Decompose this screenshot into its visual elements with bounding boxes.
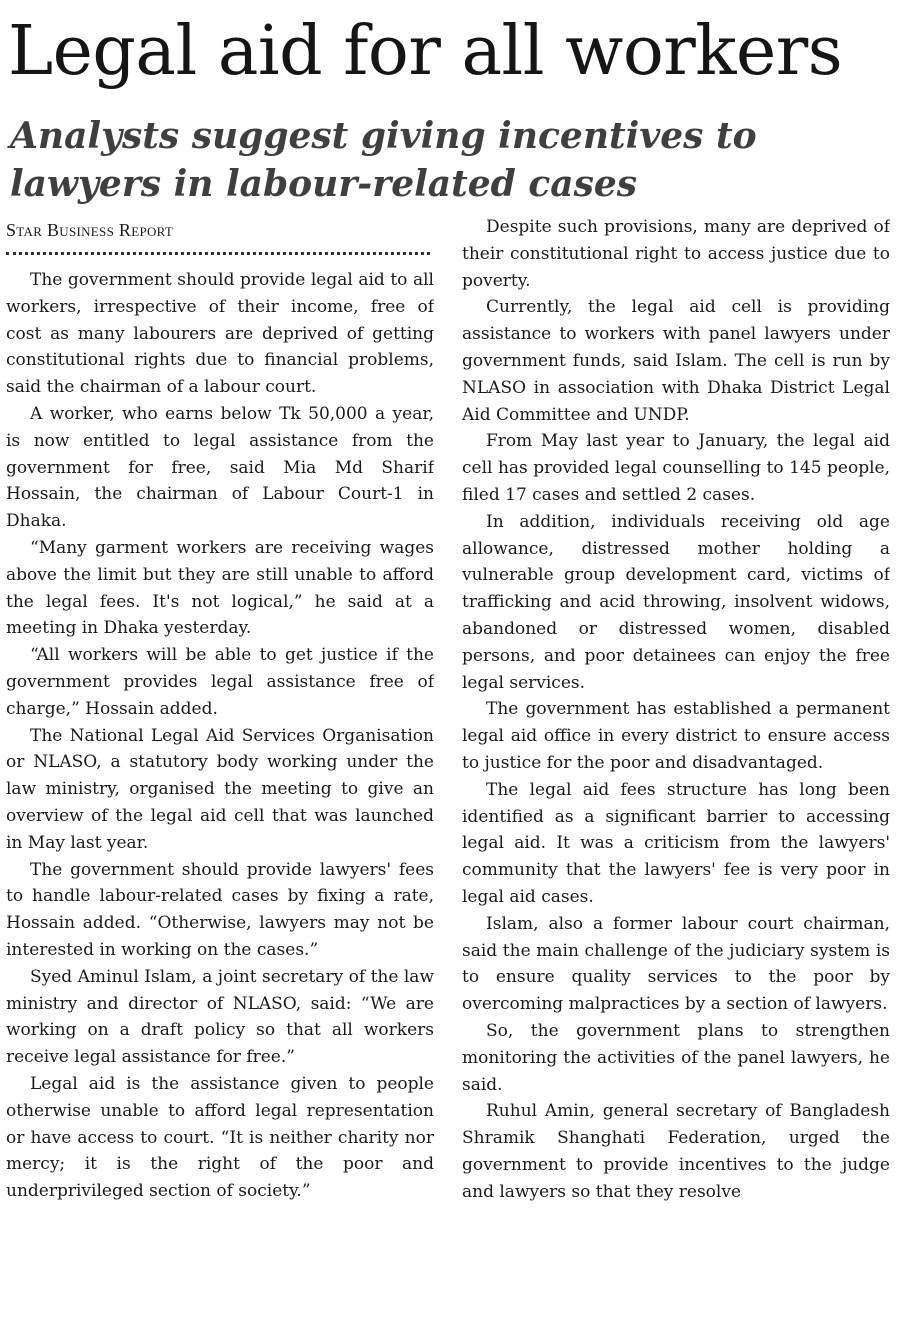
left-column bbox=[6, 214, 434, 1330]
byline: Star Business Report bbox=[6, 220, 174, 240]
paragraph: So, the government plans to strengthen monitoring the activities of the panel lawyers, he said. bbox=[462, 1020, 890, 1095]
paragraph: Legal aid is the assistance given to people otherwise unable to afford legal representation or have access to court. “It is neither charity nor mercy; it is the right of the poor and underprivileged section of society.” bbox=[6, 1073, 434, 1202]
paragraph: The National Legal Aid Services Organisation or NLASO, a statutory body working under the law ministry, organised the meeting to give an overview of the legal aid cell that was launched in May last year. bbox=[6, 725, 434, 853]
article-body bbox=[6, 214, 890, 1330]
subheadline: Analysts suggest giving incentives to lawyers in labour-related cases bbox=[10, 115, 757, 205]
paragraph: Ruhul Amin, general secretary of Bangladesh Shramik Shanghati Federation, urged the government to provide incentives to the judge and lawyers so that they resolve bbox=[462, 1101, 890, 1202]
right-column bbox=[462, 214, 890, 1330]
paragraph: A worker, who earns below Tk 50,000 a year, is now entitled to legal assistance from the government for free, said Mia Md Sharif Hossain, the chairman of Labour Court-1 in Dhaka. bbox=[6, 403, 434, 532]
paragraph: From May last year to January, the legal aid cell has provided legal counselling to 145 people, filed 17 cases and settled 2 cases. bbox=[462, 431, 890, 505]
dotted-divider bbox=[6, 248, 430, 255]
paragraph: In addition, individuals receiving old age allowance, distressed mother holding a vulnerable group development card, victims of trafficking and acid throwing, insolvent widows, abandoned or distressed women, disabled persons, and poor detainees can enjoy the free legal services. bbox=[462, 511, 890, 693]
paragraph: Currently, the legal aid cell is providing assistance to workers with panel lawyers under government funds, said Islam. The cell is run by NLASO in association with Dhaka District Legal Aid Committee and UNDP. bbox=[462, 297, 890, 425]
headline: Legal aid for all workers bbox=[8, 12, 843, 91]
paragraph: The legal aid fees structure has long been identified as a significant barrier to accessing legal aid. It was a criticism from the lawyers' community that the lawyers' fee is very poor in legal aid cases. bbox=[462, 779, 890, 907]
paragraph: Syed Aminul Islam, a joint secretary of the law ministry and director of NLASO, said: “We are working on a draft policy so that all workers receive legal assistance for free.” bbox=[6, 966, 434, 1068]
paragraph: “All workers will be able to get justice if the government provides legal assistance free of charge,” Hossain added. bbox=[6, 645, 434, 719]
paragraph: The government should provide lawyers' fees to handle labour-related cases by fixing a rate, Hossain added. “Otherwise, lawyers may not be interested in working on the cases.” bbox=[6, 859, 434, 960]
paragraph: Islam, also a former labour court chairman, said the main challenge of the judiciary system is to ensure quality services to the poor by overcoming malpractices by a section of lawyers. bbox=[462, 913, 890, 1015]
paragraph: Despite such provisions, many are deprived of their constitutional right to access justice due to poverty. bbox=[462, 217, 890, 291]
paragraph: The government has established a permanent legal aid office in every district to ensure access to justice for the poor and disadvantaged. bbox=[462, 699, 890, 773]
paragraph: The government should provide legal aid to all workers, irrespective of their income, free of cost as many labourers are deprived of getting constitutional rights due to financial problems, said the chairman of a labour court. bbox=[6, 270, 434, 398]
paragraph: “Many garment workers are receiving wages above the limit but they are still unable to afford the legal fees. It's not logical,” he said at a meeting in Dhaka yesterday. bbox=[6, 537, 434, 639]
